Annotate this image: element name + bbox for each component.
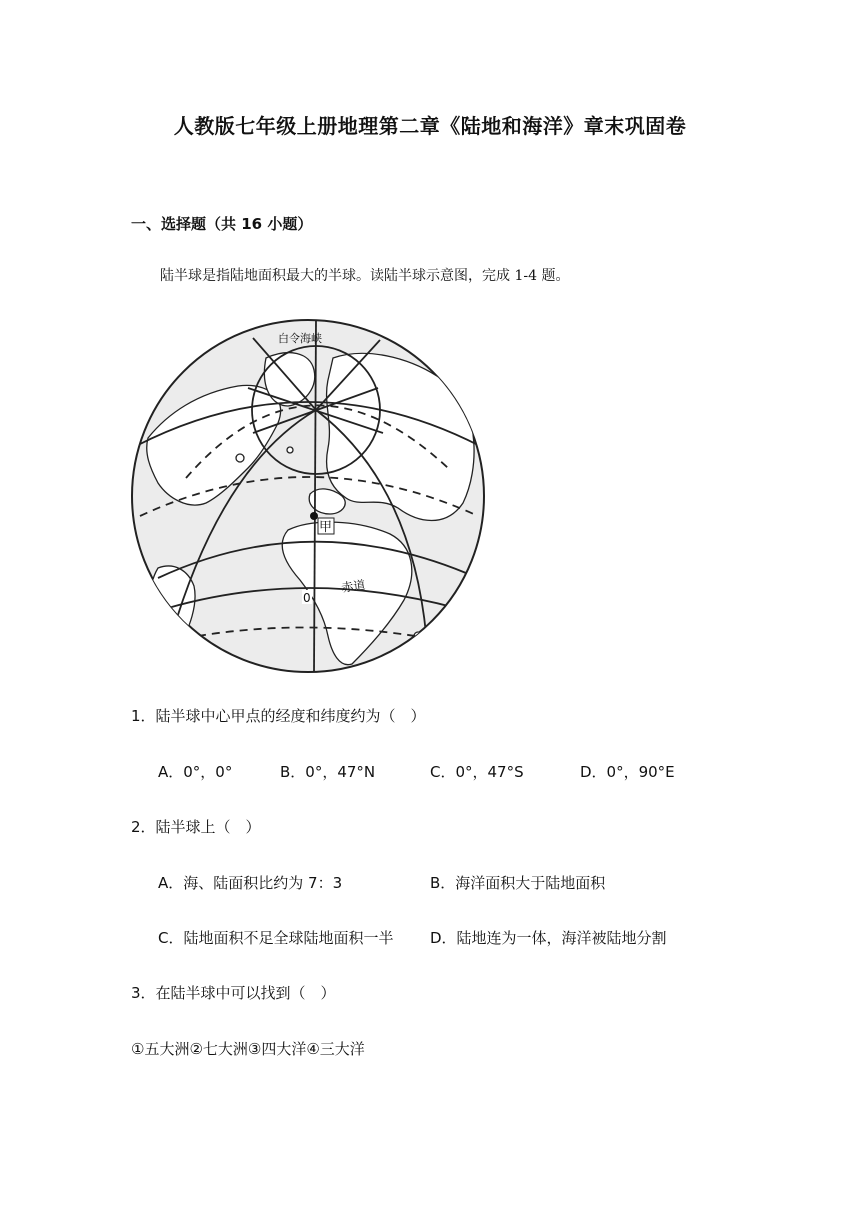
question-3-stem: 3．在陆半球中可以找到（ ） (131, 984, 336, 1002)
island (236, 454, 244, 462)
section-heading: 一、选择题（共 16 小题） (131, 215, 313, 233)
q1-option-d: D．0°，90°E (580, 763, 675, 781)
q1-option-a: A．0°，0° (158, 763, 233, 781)
land-hemisphere-figure (128, 318, 488, 680)
eurasia-land (327, 353, 475, 520)
q2-option-d: D．陆地连为一体，海洋被陆地分割 (430, 929, 667, 947)
island (287, 447, 293, 453)
q2-option-a: A．海、陆面积比约为 7：3 (158, 874, 343, 892)
q2-option-c: C．陆地面积不足全球陆地面积一半 (158, 929, 394, 947)
q1-option-b: B．0°，47°N (280, 763, 376, 781)
label-equator: 赤道 (340, 577, 367, 595)
question-1-stem: 1．陆半球中心甲点的经度和纬度约为（ ） (131, 707, 426, 725)
label-zero: 0 (303, 591, 311, 605)
label-jia: 甲 (319, 520, 333, 535)
label-bering-strait: 白令海峡 (278, 332, 322, 345)
center-point-jia (310, 512, 318, 520)
question-3-note: ①五大洲②七大洲③四大洋④三大洋 (131, 1040, 365, 1058)
page-title: 人教版七年级上册地理第二章《陆地和海洋》章末巩固卷 (173, 114, 687, 138)
q2-option-b: B．海洋面积大于陆地面积 (430, 874, 606, 892)
question-2-stem: 2．陆半球上（ ） (131, 818, 261, 836)
q1-option-c: C．0°，47°S (430, 763, 524, 781)
south-america-land (149, 566, 195, 656)
intro-text: 陆半球是指陆地面积最大的半球。读陆半球示意图，完成 1-4 题。 (160, 268, 570, 284)
